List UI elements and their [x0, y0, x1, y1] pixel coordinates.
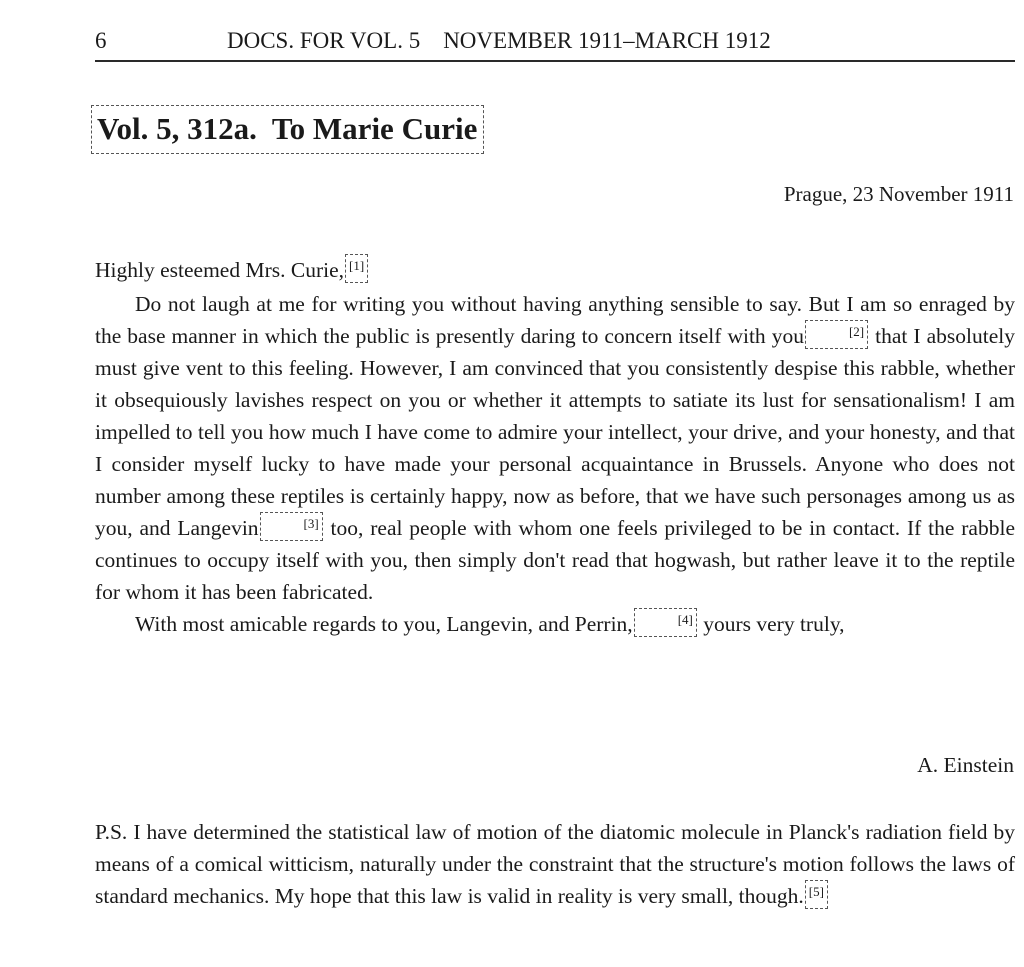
- letter-body: [95, 288, 1015, 640]
- footnote-link-5[interactable]: [5]: [805, 880, 828, 909]
- dateline: Prague, 23 November 1911: [783, 182, 1014, 206]
- footnote-link-4[interactable]: [4]: [634, 608, 697, 637]
- document-title[interactable]: Vol. 5, 312a. To Marie Curie: [91, 105, 484, 154]
- body-text-segment: too, real people with whom one feels privileged to be in contact. If the rabble continues to occupy itself with you, then simply don't read that hogwash, but rather leave it to the reptile for whom it has been fabricated.: [95, 516, 1015, 604]
- salutation-text: Highly esteemed Mrs. Curie,: [95, 258, 344, 282]
- footnote-link-1[interactable]: [1]: [345, 254, 368, 283]
- signature: A. Einstein: [917, 753, 1014, 777]
- closing-text-segment: With most amicable regards to you, Langevin, and Perrin,: [135, 612, 633, 636]
- body-text-segment: Do not laugh at me for writing you without having anything sensible to say. But I am so enraged by the base manner in which the public is presently daring to concern itself with you: [95, 292, 1015, 348]
- body-paragraph-1: [95, 288, 1015, 608]
- postscript-paragraph: [95, 816, 1015, 912]
- postscript: [95, 816, 1015, 912]
- closing-text-segment: yours very truly,: [697, 612, 845, 636]
- closing-paragraph: [95, 608, 1015, 640]
- body-text-segment: that I absolutely must give vent to this feeling. However, I am convinced that you consistently despise this rabble, whether it obsequiously lavishes respect on you or whether it attempts to satiate its lust for sensationalism! I am impelled to tell you how much I have come to admire your intellect, your drive, and your honesty, and that I consider myself lucky to have made your personal acquaintance in Brussels. Anyone who does not number among these reptiles is certainly happy, now as before, that we have such personages among us as you, and Langevin: [95, 324, 1015, 540]
- running-head-title: DOCS. FOR VOL. 5 NOVEMBER 1911–MARCH 1912: [227, 28, 771, 53]
- footnote-link-3[interactable]: [3]: [260, 512, 323, 541]
- postscript-text: P.S. I have determined the statistical law of motion of the diatomic molecule in Planck's radiation field by means of a comical witticism, naturally under the constraint that the structure's motion follows the laws of standard mechanics. My hope that this law is valid in reality is very small, though.: [95, 820, 1015, 908]
- page-number: 6: [95, 28, 107, 53]
- footnote-link-2[interactable]: [2]: [805, 320, 868, 349]
- salutation: [95, 254, 1015, 286]
- header-rule: [95, 60, 1015, 62]
- running-head: [95, 26, 1015, 62]
